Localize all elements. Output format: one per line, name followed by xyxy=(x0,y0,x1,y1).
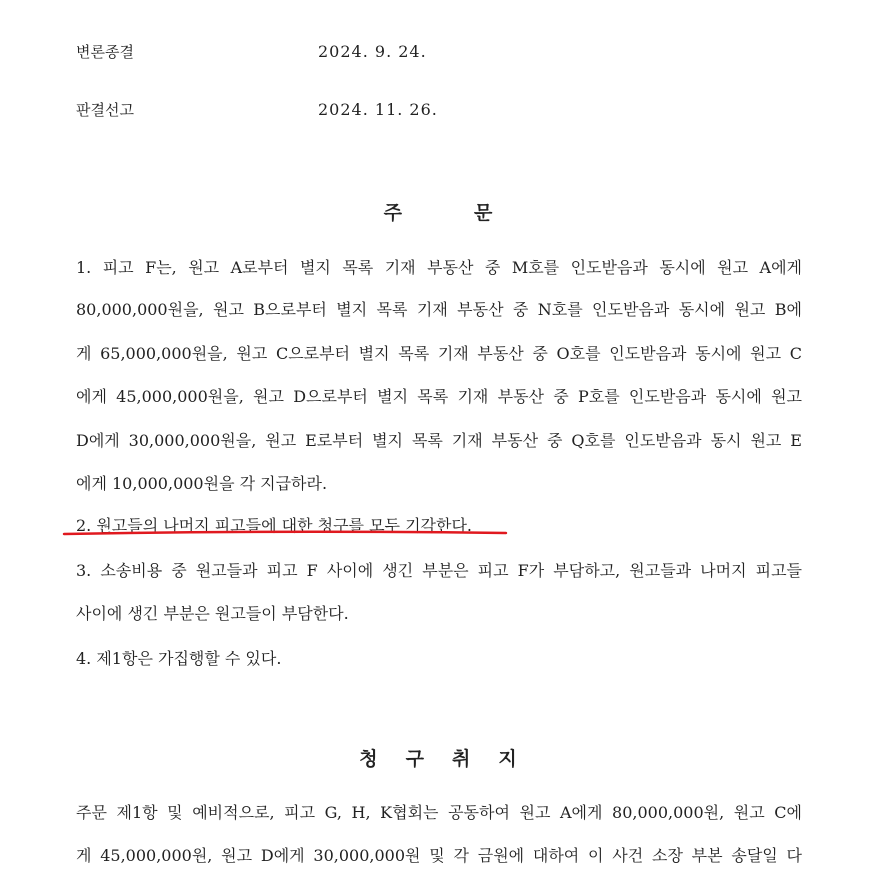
order-line: D에게 30,000,000원을, 원고 E로부터 별지 목록 기재 부동산 중 Q호를 인도받음과 동시 원고 E xyxy=(76,431,802,450)
closing-date-label: 변론종결 xyxy=(76,43,134,61)
order-line: 에게 45,000,000원을, 원고 D으로부터 별지 목록 기재 부동산 중 P호를 인도받음과 동시에 원고 xyxy=(76,387,802,406)
order-line: 4. 제1항은 가집행할 수 있다. xyxy=(76,649,282,668)
claim-title-char: 지 xyxy=(498,748,517,770)
order-title-char: 문 xyxy=(474,202,493,224)
claim-title-char: 청 xyxy=(359,748,378,770)
claim-line: 게 45,000,000원, 원고 D에게 30,000,000원 및 각 금원에 대하여 이 사건 소장 부본 송달일 다 xyxy=(76,846,802,865)
order-title-char: 주 xyxy=(383,202,402,224)
order-line: 게 65,000,000원을, 원고 C으로부터 별지 목록 기재 부동산 중 O호를 인도받음과 동시에 원고 C xyxy=(76,344,802,363)
sentence-date-label: 판결선고 xyxy=(76,101,134,119)
order-section-title xyxy=(0,198,876,225)
red-underline-annotation xyxy=(62,530,508,536)
order-line-dismissal: 2. 원고들의 나머지 피고들에 대한 청구를 모두 기각한다. xyxy=(76,516,472,535)
sentence-date-value: 2024. 11. 26. xyxy=(318,100,438,119)
claim-title-char: 취 xyxy=(452,748,471,770)
order-line: 사이에 생긴 부분은 원고들이 부담한다. xyxy=(76,604,349,623)
order-line: 3. 소송비용 중 원고들과 피고 F 사이에 생긴 부분은 피고 F가 부담하고, 원고들과 나머지 피고들 xyxy=(76,561,802,580)
claim-title-char: 구 xyxy=(405,748,424,770)
claim-line: 주문 제1항 및 예비적으로, 피고 G, H, K협회는 공동하여 원고 A에게 80,000,000원, 원고 C에 xyxy=(76,803,802,822)
order-line: 에게 10,000,000원을 각 지급하라. xyxy=(76,474,328,493)
order-line: 1. 피고 F는, 원고 A로부터 별지 목록 기재 부동산 중 M호를 인도받음과 동시에 원고 A에게 xyxy=(76,258,802,277)
order-line: 80,000,000원을, 원고 B으로부터 별지 목록 기재 부동산 중 N호를 인도받음과 동시에 원고 B에 xyxy=(76,300,802,319)
claim-section-title xyxy=(0,744,876,771)
closing-date-value: 2024. 9. 24. xyxy=(318,42,427,61)
